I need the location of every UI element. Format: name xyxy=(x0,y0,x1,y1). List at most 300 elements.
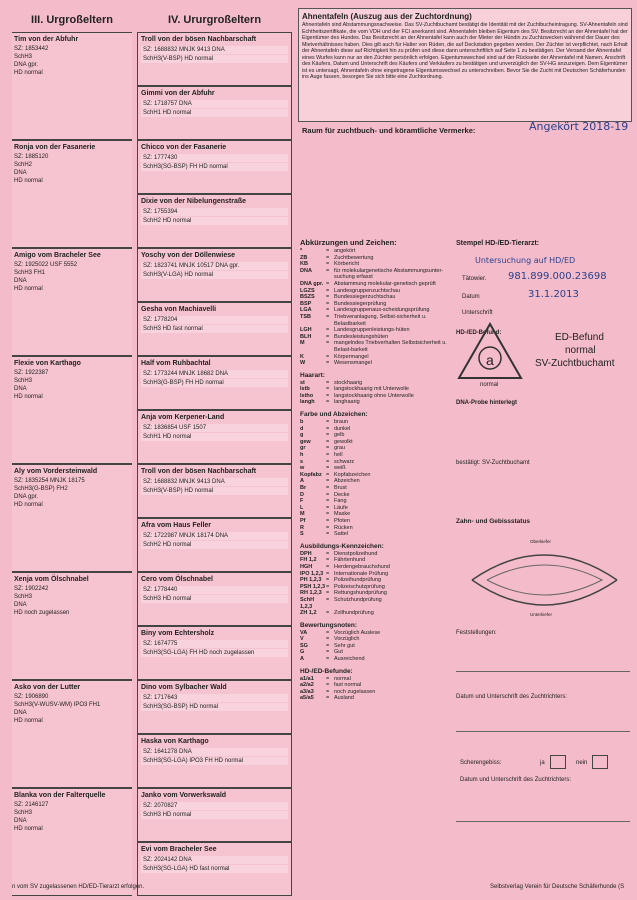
abk-eq: = xyxy=(326,267,330,274)
oberkiefer-label: Oberkiefer xyxy=(530,539,552,544)
col4-entry xyxy=(137,734,292,788)
abk-meaning: Abzeichen xyxy=(334,478,360,485)
abk-meaning: Körpermangel xyxy=(334,353,369,360)
abk-row xyxy=(300,314,450,327)
abk-meaning: Bundessiegerprüfung xyxy=(334,300,387,307)
abk-code: gr xyxy=(300,445,306,452)
col4-entry xyxy=(137,140,292,194)
abk-row xyxy=(300,557,450,564)
abk-eq: = xyxy=(326,629,330,636)
abk-row xyxy=(300,649,450,656)
abk-code: Pf xyxy=(300,517,306,524)
abk-eq: = xyxy=(326,583,330,590)
abk-meaning: Wesensmangel xyxy=(334,360,372,367)
abk-row xyxy=(300,445,450,452)
abk-code: SG xyxy=(300,642,308,649)
abk-code: DPH xyxy=(300,550,312,557)
abk-meaning: für molekulargenetische Abstammungsunter-suchung erfasst xyxy=(334,267,444,281)
abk-meaning: Zuchtbewertung xyxy=(334,254,374,261)
haar-table xyxy=(300,380,450,406)
col4-entry xyxy=(137,302,292,356)
abk-eq: = xyxy=(326,636,330,643)
dog-detail: SZ: 1717643 xyxy=(141,694,288,702)
dog-detail: SchH3 xyxy=(14,810,33,816)
col4-entry xyxy=(137,842,292,896)
abk-code: M xyxy=(300,511,305,518)
abk-code: ZH 1,2 xyxy=(300,610,317,617)
abk-code: DNA gpr. xyxy=(300,280,324,287)
abk-row xyxy=(300,564,450,571)
dog-detail: SchH3(SG-LGA) FH HD noch zugelassen xyxy=(141,649,288,657)
abk-code: TSB xyxy=(300,313,311,320)
abk-meaning: langstockhaarig mit Unterwolle xyxy=(334,386,409,393)
abk-code: VA xyxy=(300,629,308,636)
dog-name: Blanka von der Falterquelle xyxy=(14,792,106,799)
abk-meaning: gelb xyxy=(334,432,345,439)
datum-label: Datum xyxy=(462,294,480,300)
col3-entry xyxy=(12,788,132,896)
dog-detail: HD noch zugelassen xyxy=(14,610,70,616)
abk-code: g xyxy=(300,432,304,439)
abk-meaning: Landesgruppenleistungs-hüten xyxy=(334,327,410,334)
abk-meaning: Vorzüglich xyxy=(334,636,360,643)
col3-entry xyxy=(12,572,132,680)
dog-detail: SZ: 1823741 MNJK 10517 DNA gpr. xyxy=(141,262,288,270)
abk-meaning: Gut xyxy=(334,649,343,656)
abk-code: LGZS xyxy=(300,287,315,294)
abk-meaning: Triebveranlagung, Selbst-sicherheit u. Belastbarkeit xyxy=(334,313,427,327)
dog-detail: SchH3(SG-LGA) HD fast normal xyxy=(141,865,288,873)
col4-entry xyxy=(137,680,292,734)
dog-detail: SchH3 xyxy=(14,594,33,600)
abk-row xyxy=(300,288,450,295)
dog-detail: SchH3(V-WUSV-WM) IPO3 FH1 xyxy=(14,702,101,708)
abk-code: d xyxy=(300,425,304,432)
abk-meaning: Abstammung molekular-genetisch geprüft xyxy=(334,280,436,287)
info-text: Ahnentafeln sind Abstammungsnachweise. Das SV-Zuchtbuchamt bestätigt die Identität mit der Zuchtbucheintragung. SV-Ahnentafeln sind Echtheitszertifikate, die vom VDH und der FCI anerkannt sind. Ahnentafeln bleiben Eigentum des SV. Besitzrecht an der Ahnentafel hat der Eigentümer des Hundes. Das Besitzrecht an der Ahnentafel kann auch der Mieter der Hündin zu Zuchtzwecken während der Dauer des Mietverhältnisses haben. Dies gilt auch für Halter von Rüden, die auf Deckstation gegeben werden. Der Züchter ist verpflichtet, nach Erhalt der Ahnentafeln diese auf Richtigkeit hin zu prüfen und diese dann unterschriftlich auf Seite 1 zu bestätigen. Der Versand der Ahnentafel eines Wurfes kann nur an den Züchter persönlich erfolgen. Eigentumswechsel sind auf der Rückseite der Ahnentafel mit Namen, Anschrift des Käufers, Datum und Unterschrift des Käufers und Verkäufers zu bestätigen und unverzüglich der SV-HG anzuzeigen. Dem Eigentümer ist es untersagt, Ahnentafeln ohne eingetragene Eigentumswechsel zu unterschreiben. Bevor Sie die Zucht mit Deutschen Schäferhunden ins Auge fassen, besorgen Sie sich bitte eine Zuchtordnung. xyxy=(302,22,628,80)
unt-line-2 xyxy=(456,820,630,822)
dog-name: Troll von der bösen Nachbarschaft xyxy=(141,468,257,475)
abk-code: R xyxy=(300,524,304,531)
abk-code: a5/a5 xyxy=(300,695,314,702)
abk-meaning: langstockhaarig ohne Unterwolle xyxy=(334,392,414,399)
abk-meaning: Sehr gut xyxy=(334,642,355,649)
dog-name: Chicco von der Fasanerie xyxy=(141,144,227,151)
abk-meaning: Dienstpolizeihund xyxy=(334,550,378,557)
abk-meaning: Pfoten xyxy=(334,517,350,524)
abk-title: Abkürzungen und Zeichen: xyxy=(300,238,397,247)
abk-eq: = xyxy=(326,695,330,702)
dog-detail: SchH3(V-LGA) HD normal xyxy=(141,271,288,279)
dog-detail: SchH3(G-BSP) FH2 xyxy=(14,486,68,492)
abk-eq: = xyxy=(326,491,330,498)
ja-checkbox[interactable] xyxy=(550,755,566,769)
dog-detail: SZ: 1835254 MNJK 18175 xyxy=(14,478,85,484)
ausb-table xyxy=(300,551,450,617)
abk-meaning: Rettungshundprüfung xyxy=(334,590,387,597)
haar-title: Haarart: xyxy=(300,371,325,379)
dog-detail: SZ: 1688832 MNJK 9413 DNA xyxy=(141,46,288,54)
dog-name: Cero vom Ölschnabel xyxy=(141,576,213,583)
abk-code: ZB xyxy=(300,254,308,261)
datum-unterschrift: Datum und Unterschrift des Zuchtrichters: xyxy=(456,694,568,700)
hd-table xyxy=(300,676,450,702)
abk-code: gew xyxy=(300,438,311,445)
abk-code: S xyxy=(300,531,304,538)
abk-code: KB xyxy=(300,261,308,268)
dog-detail: SZ: 1836854 USF 1507 xyxy=(141,424,288,432)
abk-eq: = xyxy=(326,425,330,432)
abk-meaning: angekört xyxy=(334,248,356,254)
abk-code: L xyxy=(300,504,304,511)
abk-eq: = xyxy=(326,333,330,340)
unt-line xyxy=(456,730,630,732)
abk-row xyxy=(300,307,450,314)
angekoert-note: Angekört 2018-19 xyxy=(529,120,629,133)
ed-line2: normal xyxy=(565,345,596,356)
abk-code: a2/a2 xyxy=(300,682,314,689)
abk-eq: = xyxy=(326,379,330,386)
abk-row xyxy=(300,505,450,512)
abk-row xyxy=(300,340,450,353)
abk-row xyxy=(300,386,450,393)
col3-entry xyxy=(12,356,132,464)
dog-detail: SchH3 xyxy=(14,54,33,60)
abk-eq: = xyxy=(326,340,330,347)
dog-detail: SchH3(V-BSP) HD normal xyxy=(141,487,288,495)
abk-code: b xyxy=(300,419,304,426)
dog-detail: DNA gpr. xyxy=(14,494,39,500)
datum-unterschrift-2: Datum und Unterschrift des Zuchtrichters: xyxy=(460,777,572,783)
abk-code: LGH xyxy=(300,327,312,334)
abk-row xyxy=(300,485,450,492)
nein-checkbox[interactable] xyxy=(592,755,608,769)
col3-entry xyxy=(12,680,132,788)
abk-eq: = xyxy=(326,294,330,301)
abk-row xyxy=(300,465,450,472)
dog-detail: HD normal xyxy=(14,70,43,76)
info-box xyxy=(298,8,632,122)
abk-eq: = xyxy=(326,392,330,399)
dog-detail: DNA xyxy=(14,170,27,176)
abk-row xyxy=(300,255,450,262)
dog-detail: SZ: 1906890 xyxy=(14,694,49,700)
abk-code: F xyxy=(300,498,304,505)
abk-code: K xyxy=(300,353,304,360)
abk-eq: = xyxy=(326,675,330,682)
abk-meaning: Ausland xyxy=(334,695,354,702)
abk-eq: = xyxy=(326,399,330,406)
abk-row xyxy=(300,426,450,433)
abk-meaning: Landesgruppenzuchtschau xyxy=(334,287,401,294)
col4-entry xyxy=(137,788,292,842)
abk-code: V xyxy=(300,636,304,643)
col3-entry xyxy=(12,140,132,248)
abk-meaning: Bundesleistungshüten xyxy=(334,333,389,340)
abk-code: Br xyxy=(300,485,307,491)
abk-row xyxy=(300,643,450,650)
abk-code: w xyxy=(300,465,305,472)
dog-detail: SchH2 HD normal xyxy=(141,217,288,225)
dog-detail: DNA xyxy=(14,710,27,716)
dog-detail: SZ: 1722987 MNJK 18174 DNA xyxy=(141,532,288,540)
footer-left: n vom SV zugelassenen HD/ED-Tierarzt erfolgen. xyxy=(12,884,145,890)
abk-code: a3/a3 xyxy=(300,688,314,695)
abk-row xyxy=(300,656,450,663)
abk-meaning: Sattel xyxy=(334,531,349,538)
taet-label: Tätowier. xyxy=(462,276,487,282)
abk-row xyxy=(300,590,450,597)
col4-entry xyxy=(137,518,292,572)
abk-eq: = xyxy=(326,498,330,505)
abk-meaning: dunkel xyxy=(334,425,351,432)
abk-row xyxy=(300,393,450,400)
abk-code: A xyxy=(300,656,304,663)
dog-detail: SchH3 HD fast normal xyxy=(141,325,288,333)
teeth-diagram xyxy=(462,540,627,618)
col4-entry xyxy=(137,86,292,140)
abk-meaning: hell xyxy=(334,452,343,459)
abk-meaning: langhaarig xyxy=(334,399,360,406)
hd-grade: a xyxy=(486,352,494,368)
col4-entry xyxy=(137,248,292,302)
abk-eq: = xyxy=(326,504,330,511)
abbreviations xyxy=(300,238,450,702)
dog-detail: SZ: 1718757 DNA xyxy=(141,100,288,108)
bestaetigt: bestätigt: SV-Zuchtbuchamt xyxy=(456,460,530,466)
abk-row xyxy=(300,525,450,532)
stamp-title: Stempel HD-/ED-Tierarzt: xyxy=(456,240,540,247)
abk-meaning: Rücken xyxy=(334,524,353,531)
abk-row xyxy=(300,571,450,578)
zahn-title: Zahn- und Gebissstatus xyxy=(456,518,531,525)
abk-meaning: Schutzhundprüfung xyxy=(334,596,382,603)
dog-name: Ronja von der Fasanerie xyxy=(14,144,96,151)
abk-code: langh xyxy=(300,399,315,406)
dog-detail: DNA xyxy=(14,278,27,284)
dog-detail: SZ: 1755394 xyxy=(141,208,288,216)
dog-detail: SZ: 1853442 xyxy=(14,46,49,52)
abk-meaning: gewolkt xyxy=(334,438,353,445)
abk-row xyxy=(300,399,450,406)
abk-row xyxy=(300,636,450,643)
dog-name: Gesha von Machiavelli xyxy=(141,306,217,313)
abk-row xyxy=(300,682,450,689)
col4-entry xyxy=(137,626,292,680)
dog-detail: SZ: 1641278 DNA xyxy=(141,748,288,756)
dog-detail: HD normal xyxy=(14,178,43,184)
abk-code: lstho xyxy=(300,392,314,399)
abk-eq: = xyxy=(326,610,330,617)
abk-eq: = xyxy=(326,419,330,426)
dog-name: Haska von Karthago xyxy=(141,738,209,745)
abk-row xyxy=(300,577,450,584)
abk-eq: = xyxy=(326,327,330,334)
hd-befund-label: HD-/ED-Befund: xyxy=(456,330,502,336)
dog-detail: SchH2 xyxy=(14,162,33,168)
abk-row xyxy=(300,281,450,288)
abk-row xyxy=(300,478,450,485)
abk-row xyxy=(300,294,450,301)
dog-detail: SchH3 xyxy=(14,378,33,384)
abk-meaning: Läufe xyxy=(334,504,348,511)
hd-normal: normal xyxy=(480,382,499,388)
abk-row xyxy=(300,492,450,499)
abk-meaning: Landesgruppenaus-scheidungsprüfung xyxy=(334,307,430,314)
abk-meaning: Polizeihundprüfung xyxy=(334,577,382,584)
abk-eq: = xyxy=(326,452,330,459)
abk-eq: = xyxy=(326,280,330,287)
abk-row xyxy=(300,676,450,683)
abk-eq: = xyxy=(326,577,330,584)
abk-code: BSZS xyxy=(300,294,315,301)
abk-meaning: Fährtenhund xyxy=(334,557,366,564)
dog-detail: SZ: 1885120 xyxy=(14,154,49,160)
abk-row xyxy=(300,439,450,446)
abk-eq: = xyxy=(326,524,330,531)
abk-eq: = xyxy=(326,688,330,695)
dog-detail: SchH3(SG-LGA) IPO3 FH HD normal xyxy=(141,757,288,765)
abk-row xyxy=(300,518,450,525)
abk-eq: = xyxy=(326,300,330,307)
abk-eq: = xyxy=(326,307,330,314)
dog-detail: SchH3(SG-BSP) FH HD normal xyxy=(141,163,288,171)
abk-row xyxy=(300,261,450,268)
abk-row xyxy=(300,551,450,558)
dog-detail: SZ: 1902242 xyxy=(14,586,49,592)
dog-detail: SZ: 1674775 xyxy=(141,640,288,648)
bew-table xyxy=(300,630,450,663)
dog-detail: DNA xyxy=(14,602,27,608)
triangle-stamp xyxy=(455,318,525,382)
col3-entry xyxy=(12,464,132,572)
abk-eq: = xyxy=(326,254,330,261)
abk-eq: = xyxy=(326,248,330,254)
col3-entry xyxy=(12,248,132,356)
dna-note: DNA-Probe hinterlegt xyxy=(456,400,518,406)
abk-code: W xyxy=(300,360,306,367)
abk-meaning: Fang xyxy=(334,498,347,505)
footer-right: Selbstverlag Verein für Deutsche Schäferhunde (S xyxy=(490,884,625,890)
dog-detail: HD normal xyxy=(14,502,43,508)
abk-eq: = xyxy=(326,550,330,557)
abk-eq: = xyxy=(326,445,330,452)
dog-name: Biny vom Echtersholz xyxy=(141,630,215,637)
dog-name: Anja vom Kerpener-Land xyxy=(141,414,225,421)
abk-row xyxy=(300,380,450,387)
abk-row xyxy=(300,610,450,617)
abk-code: D xyxy=(300,491,304,498)
abk-code: LGA xyxy=(300,307,312,314)
abk-code: HGH xyxy=(300,563,313,570)
unters-text: Untersuchung auf HD/ED xyxy=(475,256,576,265)
abk-meaning: noch zugelassen xyxy=(334,688,376,695)
abk-meaning: Zollhundprüfung xyxy=(334,610,374,617)
feststellungen: Feststellungen: xyxy=(456,630,497,636)
abk-eq: = xyxy=(326,287,330,294)
dog-name: Amigo vom Bracheler See xyxy=(14,252,101,259)
dog-detail: SchH1 HD normal xyxy=(141,109,288,117)
abk-row xyxy=(300,459,450,466)
abk-eq: = xyxy=(326,511,330,518)
abk-row xyxy=(300,327,450,334)
abk-meaning: grau xyxy=(334,445,346,452)
abk-eq: = xyxy=(326,649,330,656)
col4-header: IV. Ururgroßeltern xyxy=(167,14,262,26)
abk-row xyxy=(300,334,450,341)
abk-eq: = xyxy=(326,517,330,524)
abk-eq: = xyxy=(326,642,330,649)
dog-detail: SZ: 2024142 DNA xyxy=(141,856,288,864)
abk-meaning: normal xyxy=(334,675,351,682)
abk-code: DNA xyxy=(300,267,312,274)
abk-row xyxy=(300,689,450,696)
abk-meaning: Vorzüglich Auslese xyxy=(334,629,381,636)
dog-detail: SchH3(G-BSP) FH HD normal xyxy=(141,379,288,387)
abk-eq: = xyxy=(326,432,330,439)
nein-label: nein xyxy=(576,760,588,766)
unterschr-label: Unterschrift xyxy=(462,310,493,316)
abk-row xyxy=(300,432,450,439)
dog-name: Troll von der bösen Nachbarschaft xyxy=(141,36,257,43)
datum-value: 31.1.2013 xyxy=(528,289,579,300)
dog-name: Asko von der Lutter xyxy=(14,684,81,691)
dog-detail: HD normal xyxy=(14,286,43,292)
abk-meaning: schwarz xyxy=(334,458,355,465)
abk-eq: = xyxy=(326,261,330,268)
abk-eq: = xyxy=(326,590,330,597)
abk-code: A xyxy=(300,478,304,485)
abk-code: lstb xyxy=(300,386,310,393)
abk-row xyxy=(300,354,450,361)
abk-meaning: Polizeischutzprüfung xyxy=(334,583,385,590)
abk-eq: = xyxy=(326,682,330,689)
abk-eq: = xyxy=(326,386,330,393)
abk-meaning: weiß xyxy=(334,465,346,472)
dog-name: Xenja vom Ölschnabel xyxy=(14,576,89,583)
abk-row xyxy=(300,301,450,308)
abk-meaning: Herdengebrauchshund xyxy=(334,563,390,570)
col3-header: III. Urgroßeltern xyxy=(31,14,113,26)
abk-code: BSP xyxy=(300,300,312,307)
abk-row xyxy=(300,360,450,367)
dog-detail: SchH1 HD normal xyxy=(141,433,288,441)
dog-detail: SchH3(V-BSP) HD normal xyxy=(141,55,288,63)
abk-eq: = xyxy=(326,471,330,478)
abk-eq: = xyxy=(326,656,330,663)
dog-detail: HD normal xyxy=(14,394,43,400)
dog-detail: SZ: 2146127 xyxy=(14,802,49,808)
abk-meaning: Maske xyxy=(334,511,351,518)
ja-label: ja xyxy=(540,760,545,766)
hd-title: HD-/ED-Befunde: xyxy=(300,667,353,675)
dog-detail: SZ: 1777430 xyxy=(141,154,288,162)
dog-detail: DNA xyxy=(14,386,27,392)
dog-detail: SchH3 FH1 xyxy=(14,270,46,276)
col4-entry xyxy=(137,464,292,518)
fest-line xyxy=(456,670,630,672)
dog-name: Gimmi von der Abfuhr xyxy=(141,90,215,97)
abk-row xyxy=(300,268,450,281)
info-title: Ahnentafeln (Auszug aus der Zuchtordnung) xyxy=(302,12,472,21)
abk-eq: = xyxy=(326,353,330,360)
abk-code: M xyxy=(300,340,305,347)
dog-detail: SchH2 HD normal xyxy=(141,541,288,549)
dog-detail: DNA gpr. xyxy=(14,62,39,68)
ausb-title: Ausbildungs-Kennzeichen: xyxy=(300,542,384,550)
col4-entry xyxy=(137,194,292,248)
dog-detail: SZ: 1778440 xyxy=(141,586,288,594)
